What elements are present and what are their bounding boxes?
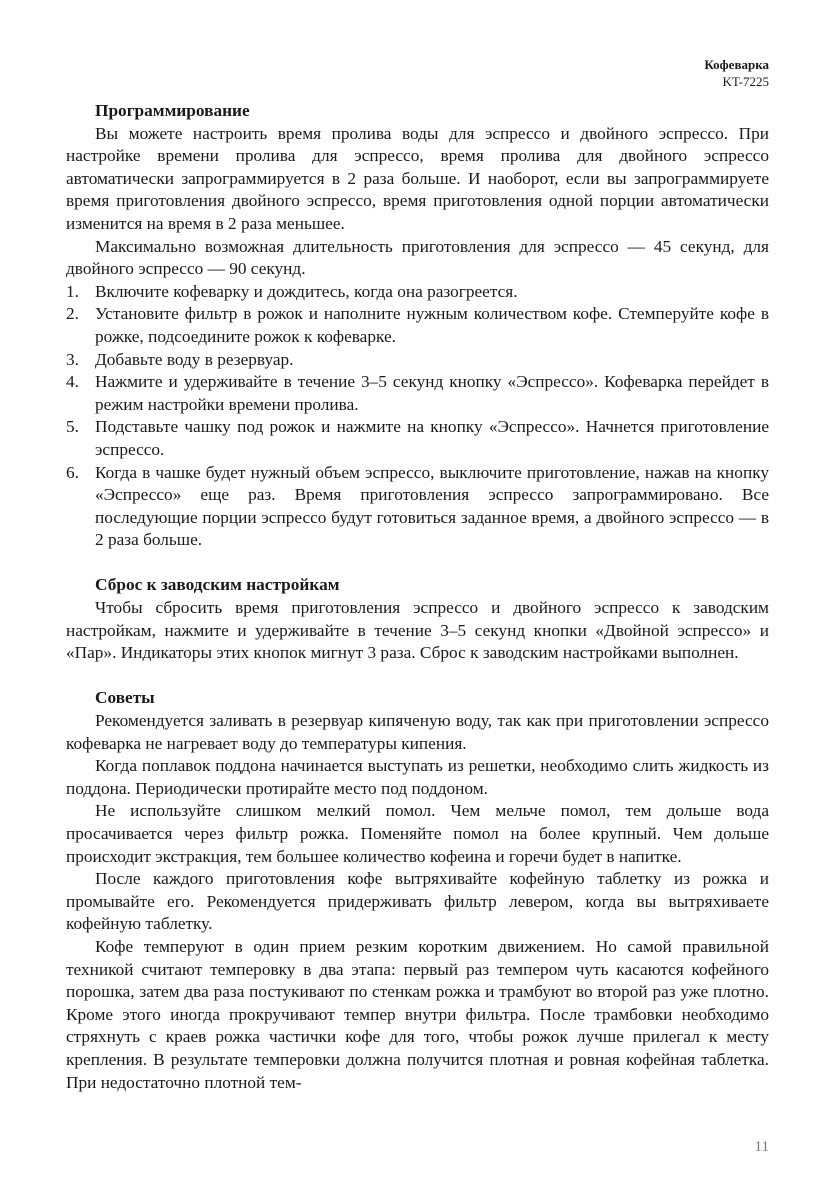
step-text: Включите кофеварку и дождитесь, когда она разогреется. — [95, 281, 518, 301]
step-text: Установите фильтр в рожок и наполните нужным количеством кофе. Стемперуйте кофе в рожке, подсоедините рожок к кофеварке. — [95, 304, 769, 346]
header-product: Кофеварка — [704, 57, 769, 72]
step-item — [66, 462, 769, 552]
page-header — [704, 56, 769, 90]
step-number: 2. — [66, 304, 79, 324]
header-model: KT-7225 — [722, 74, 769, 89]
section-title: Программирование — [95, 101, 250, 120]
step-number: 6. — [66, 462, 79, 482]
step-number: 5. — [66, 417, 79, 437]
section-factory-reset — [66, 574, 769, 664]
step-text: Когда в чашке будет нужный объем эспрессо, выключите приготовление, нажав на кнопку «Эспрессо» еще раз. Время приготовления эспрессо запрограммировано. Все последующие порции эспрессо будут готовиться заданное время, а двойного эспрессо — в 2 раза больше. — [95, 462, 769, 550]
paragraph: После каждого приготовления кофе вытряхивайте кофейную таблетку из рожка и промывайте его. Рекомендуется придерживать фильтр левером, когда вы вытряхиваете кофейную таблетку. — [66, 869, 769, 934]
section-title: Сброс к заводским настройкам — [95, 575, 340, 595]
step-text: Подставьте чашку под рожок и нажмите на кнопку «Эспрессо». Начнется приготовление эспрессо. — [95, 417, 769, 459]
step-item — [66, 281, 769, 304]
step-text: Нажмите и удерживайте в течение 3–5 секунд кнопку «Эспрессо». Кофеварка перейдет в режим настройки времени пролива. — [95, 372, 769, 414]
paragraph: Когда поплавок поддона начинается выступать из решетки, необходимо слить жидкость из поддона. Периодически протирайте место под поддоном. — [66, 756, 769, 798]
paragraph: Рекомендуется заливать в резервуар кипяченую воду, так как при приготовлении эспрессо кофеварка не нагревает воду до температуры кипения. — [66, 711, 769, 753]
step-number: 3. — [66, 349, 79, 369]
step-item — [66, 303, 769, 348]
step-number: 4. — [66, 372, 79, 392]
step-number: 1. — [66, 281, 79, 301]
paragraph: Чтобы сбросить время приготовления эспрессо и двойного эспрессо к заводским настройкам, нажмите и удерживайте в течение 3–5 секунд кнопки «Двойной эспрессо» и «Пар». Индикаторы этих кнопок мигнут 3 раза. Сброс к заводским настройками выполнен. — [66, 598, 769, 663]
step-item — [66, 416, 769, 461]
steps-list — [66, 281, 769, 552]
section-tips — [66, 687, 769, 1094]
paragraph: Максимально возможная длительность приготовления для эспрессо — 45 секунд, для двойного эспрессо — 90 секунд. — [66, 236, 769, 279]
page-number: 11 — [754, 1139, 769, 1155]
paragraph: Вы можете настроить время пролива воды для эспрессо и двойного эспрессо. При настройке времени пролива для эспрессо, время пролива для двойного эспрессо автоматически запрограммируется в 2 раза больше. И наоборот, если вы запрограммируете время приготовления двойного эспрессо, время приготовления одной порции автоматически изменится на время в 2 раза меньшее. — [66, 123, 769, 233]
paragraph: Кофе темперуют в один прием резким коротким движением. Но самой правильной техникой считают темперовку в два этапа: первый раз темпером чуть касаются кофейного порошка, затем два раза постукивают по стенкам рожка и трамбуют во второй раз уже плотно. Кроме этого иногда прокручивают темпер внутри фильтра. После трамбовки необходимо стряхнуть с краев рожка частички кофе для того, чтобы рожок лучше прилегал к месту крепления. В результате темперовки должна получится плотная и ровная кофейная таблетка. При недостаточно плотной тем- — [66, 936, 769, 1092]
section-title: Советы — [95, 688, 155, 708]
section-programming — [66, 100, 769, 552]
step-text: Добавьте воду в резервуар. — [95, 349, 294, 369]
page-content — [66, 100, 769, 1117]
step-item — [66, 371, 769, 416]
paragraph: Не используйте слишком мелкий помол. Чем мельче помол, тем дольше вода просачивается через фильтр рожка. Поменяйте помол на более крупный. Чем дольше происходит экстракция, тем большее количество кофеина и горечи будет в напитке. — [66, 801, 769, 866]
step-item — [66, 349, 769, 372]
